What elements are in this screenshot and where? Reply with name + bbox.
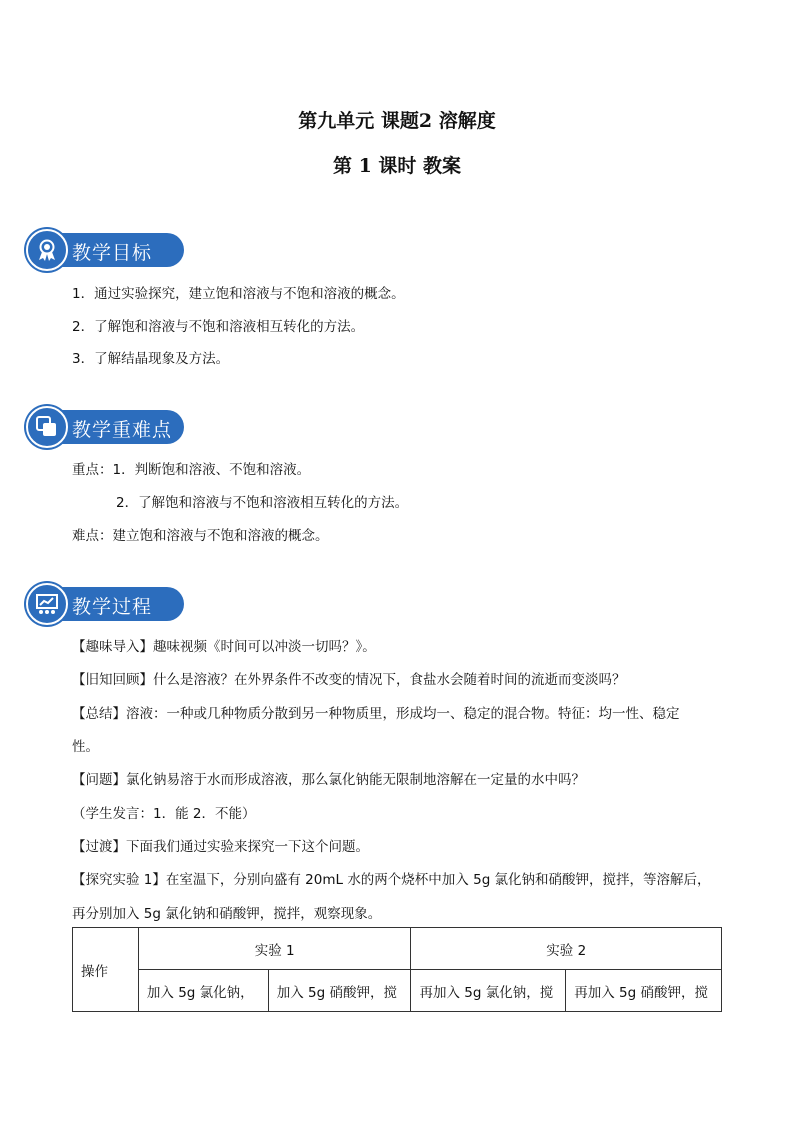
stacked-cards-icon — [26, 406, 68, 448]
table-cell: 加入 5g 硝酸钾，搅 — [268, 970, 411, 1012]
section-header-goals — [26, 229, 186, 271]
table-header-exp2: 实验 2 — [411, 928, 722, 970]
difficulty-line: 难点：建立饱和溶液与不饱和溶液的概念。 — [72, 528, 329, 544]
process-line: 【过渡】下面我们通过实验来探究一下这个问题。 — [72, 839, 369, 855]
table-row-header: 操作 — [73, 928, 139, 1012]
key-point-line-2: 2．了解饱和溶液与不饱和溶液相互转化的方法。 — [116, 495, 409, 511]
section-heading-goals: 教学目标 — [72, 242, 153, 264]
process-line: 【探究实验 1】在室温下，分别向盛有 20mL 水的两个烧杯中加入 5g 氯化钠和硝酸钾，搅拌，等溶解后， — [72, 872, 711, 888]
process-line: 【旧知回顾】什么是溶液？在外界条件不改变的情况下，食盐水会随着时间的流逝而变淡吗？ — [72, 672, 626, 688]
process-line: （学生发言：1．能 2．不能） — [72, 806, 256, 822]
section-header-key-points — [26, 406, 186, 448]
table-cell: 再加入 5g 氯化钠，搅 — [411, 970, 566, 1012]
table-row — [73, 970, 722, 1012]
goal-item-3: 3．了解结晶现象及方法。 — [72, 351, 230, 367]
table-cell: 加入 5g 氯化钠， — [138, 970, 268, 1012]
table-cell: 再加入 5g 硝酸钾，搅 — [566, 970, 722, 1012]
key-point-line-1: 重点：1．判断饱和溶液、不饱和溶液。 — [72, 462, 311, 478]
award-ribbon-icon — [26, 229, 68, 271]
process-line: 【问题】氯化钠易溶于水而形成溶液，那么氯化钠能无限制地溶解在一定量的水中吗？ — [72, 772, 585, 788]
section-heading-process: 教学过程 — [72, 596, 153, 618]
goal-item-1: 1．通过实验探究，建立饱和溶液与不饱和溶液的概念。 — [72, 286, 405, 302]
document-subtitle: 第 1 课时 教案 — [332, 155, 462, 177]
process-line: 【趣味导入】趣味视频《时间可以冲淡一切吗？》。 — [72, 639, 376, 655]
experiment-table — [72, 927, 722, 1012]
process-line: 性。 — [72, 739, 99, 755]
presentation-chart-icon — [26, 583, 68, 625]
section-heading-key-points: 教学重难点 — [72, 419, 173, 441]
process-line: 再分别加入 5g 氯化钠和硝酸钾，搅拌，观察现象。 — [72, 906, 382, 922]
goal-item-2: 2．了解饱和溶液与不饱和溶液相互转化的方法。 — [72, 319, 365, 335]
table-row — [73, 928, 722, 970]
section-header-process — [26, 583, 186, 625]
document-title: 第九单元 课题2 溶解度 — [298, 110, 496, 132]
table-header-exp1: 实验 1 — [138, 928, 411, 970]
process-line: 【总结】溶液：一种或几种物质分散到另一种物质里，形成均一、稳定的混合物。特征：均一性、稳定 — [72, 706, 680, 722]
